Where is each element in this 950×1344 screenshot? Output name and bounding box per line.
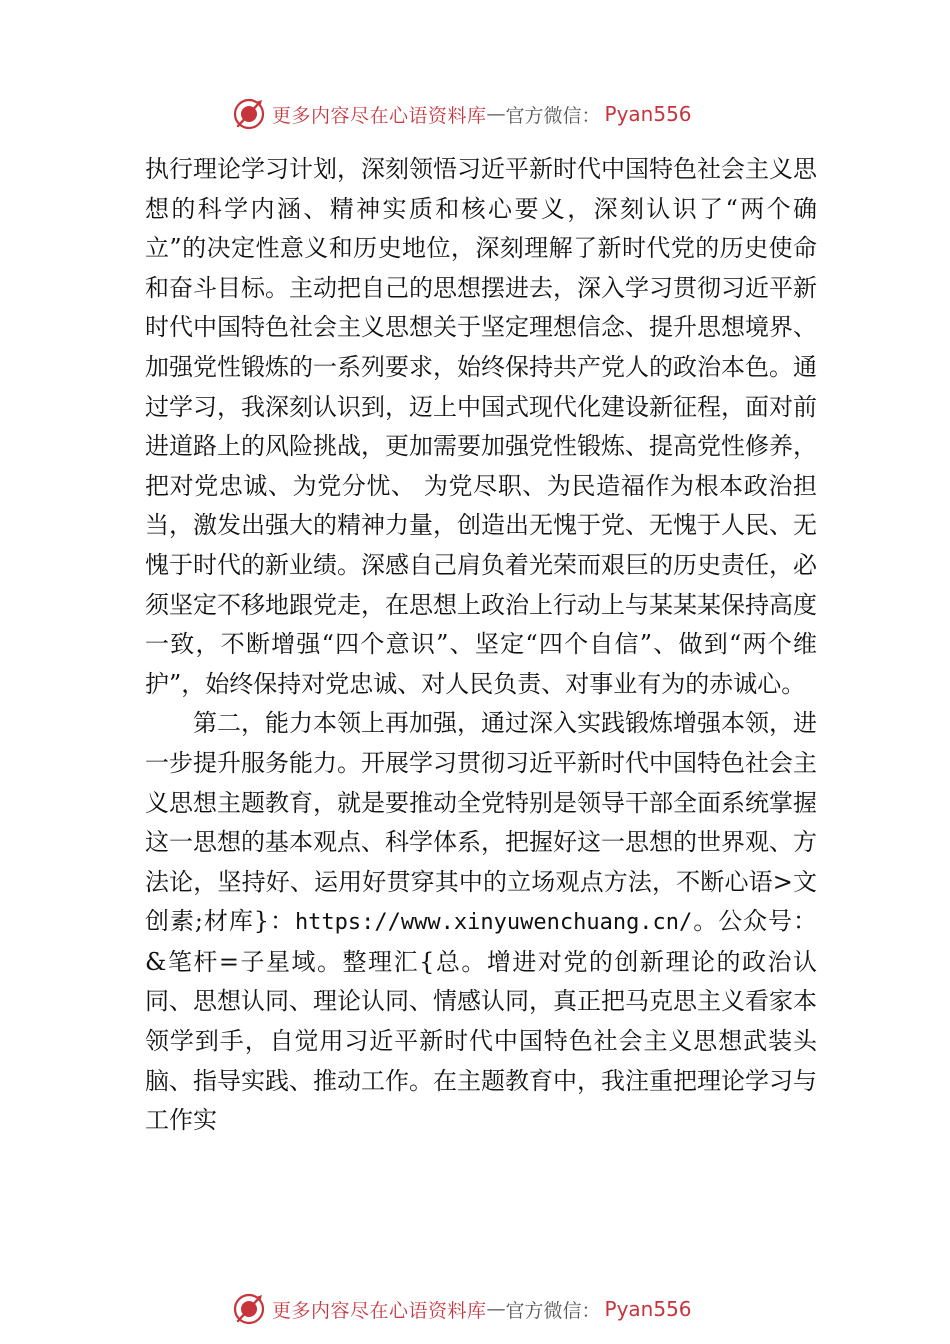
paragraph-2-part-a: 第二，能力本领上再加强，通过深入实践锻炼增强本领，进一步提升服务能力。开展学习贯彻习近平新时代中国特色社会主义思想主题教育，就是要推动全党特别是领导干部全面系统掌握这一思想的基本观点、科学体系，把握好这一思想的世界观、方法论，坚持好、运用好贯穿其中的立场观点方法，不断心语>文创素;材库}： — [145, 709, 817, 936]
paragraph-2 — [145, 704, 817, 1141]
quill-seal-icon — [232, 97, 266, 131]
footer-label: 官方微信： — [505, 1299, 601, 1322]
footer-banner-text: 更多内容尽在心语资料库 — [272, 1299, 487, 1322]
footer-banner — [232, 1289, 692, 1329]
footer-wechat-id: Pyan556 — [604, 1297, 692, 1321]
quill-seal-icon — [232, 1292, 266, 1326]
paragraph-1: 执行理论学习计划，深刻领悟习近平新时代中国特色社会主义思想的科学内涵、精神实质和核心要义，深刻认识了“两个确立”的决定性意义和历史地位，深刻理解了新时代党的历史使命和奋斗目标。主动把自己的思想摆进去，深入学习贯彻习近平新时代中国特色社会主义思想关于坚定理想信念、提升思想境界、加强党性锻炼的一系列要求，始终保持共产党人的政治本色。通过学习，我深刻认识到，迈上中国式现代化建设新征程，面对前进道路上的风险挑战，更加需要加强党性锻炼、提高党性修养，把对党忠诚、为党分忧、 为党尽职、为民造福作为根本政治担当，激发出强大的精神力量，创造出无愧于党、无愧于人民、无愧于时代的新业绩。深感自己肩负着光荣而艰巨的历史责任，必须坚定不移地跟党走，在思想上政治上行动上与某某某保持高度一致，不断增强“四个意识”、坚定“四个自信”、做到“两个维护”，始终保持对党忠诚、对人民负责、对事业有为的赤诚心。 — [145, 155, 817, 698]
header-banner-text: 更多内容尽在心语资料库 — [272, 104, 487, 127]
header-separator: — — [486, 103, 506, 125]
header-wechat-id: Pyan556 — [604, 102, 692, 126]
paragraph-2-part-b: 。公众号：&笔杆=子星域。整理汇{总。增进对党的创新理论的政治认同、思想认同、理论认同、情感认同，真正把马克思主义看家本领学到手，自觉用习近平新时代中国特色社会主义思想武装头脑、指导实践、推动工作。在主题教育中，我注重把理论学习与工作实 — [145, 907, 817, 1135]
footer-separator: — — [486, 1298, 506, 1320]
website-link[interactable]: https://www.xinyuwenchuang.cn/ — [294, 910, 693, 936]
document-body — [145, 150, 817, 1141]
header-label: 官方微信： — [505, 104, 601, 127]
header-banner — [232, 94, 692, 134]
